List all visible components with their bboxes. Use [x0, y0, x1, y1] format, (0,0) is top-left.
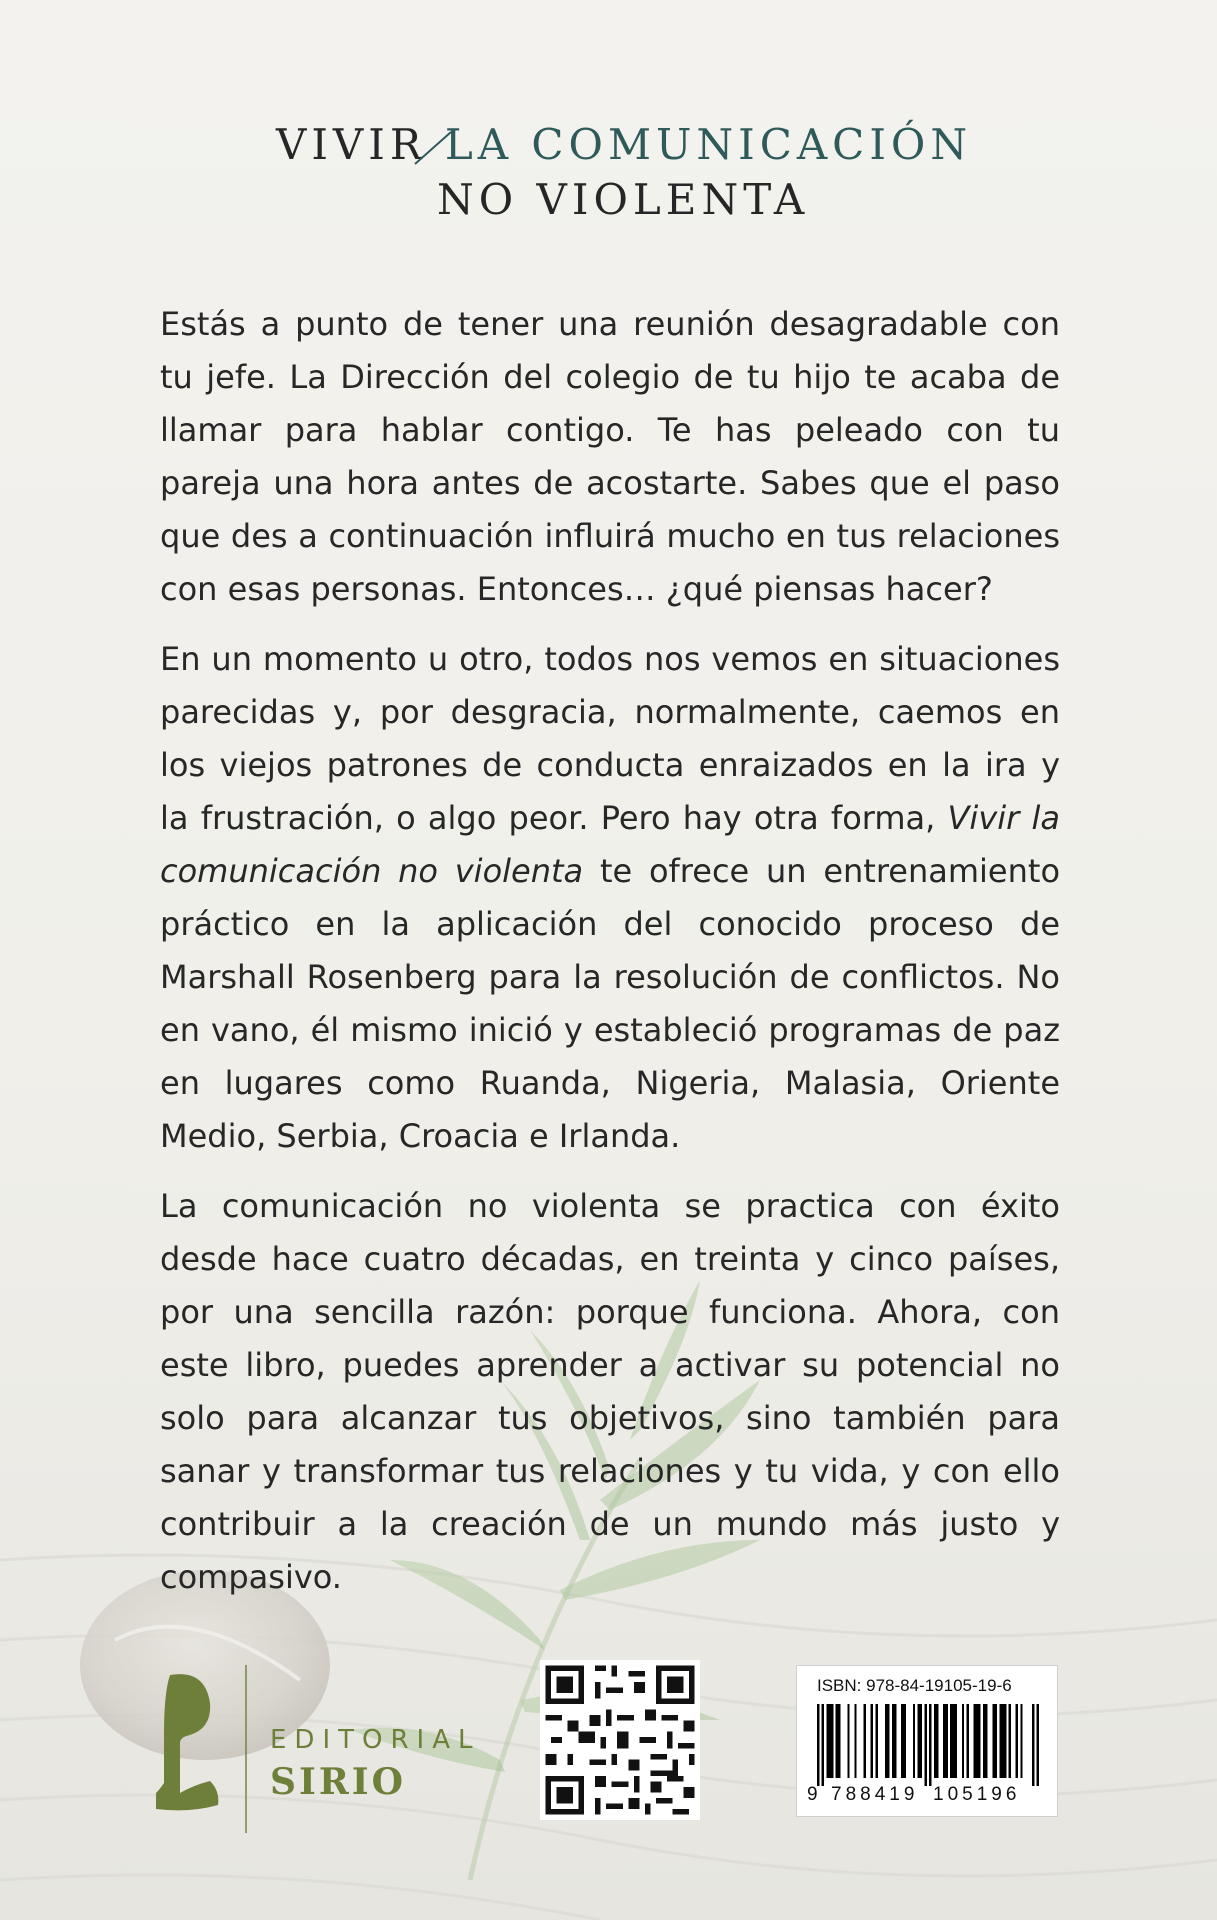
- barcode-bar: [875, 1704, 877, 1778]
- barcode-bar: [950, 1704, 952, 1778]
- barcode-bar: [992, 1704, 994, 1778]
- barcode-bar: [885, 1704, 887, 1778]
- barcode-bar: [831, 1704, 833, 1778]
- synopsis-paragraph-2-part-a: En un momento u otro, todos nos vemos en situaciones parecidas y, por desgracia, normalmente, caemos en los viejos patrones de conducta enraizados en la ira y la frustración, o algo peor. Pero hay otra forma,: [160, 640, 1060, 837]
- publisher-name: SIRIO: [270, 1761, 406, 1803]
- barcode-bar: [1037, 1704, 1039, 1786]
- barcode-bar: [829, 1704, 831, 1778]
- publisher-logo: [150, 1665, 480, 1845]
- barcode-bar: [995, 1704, 997, 1778]
- barcode-lead-digit: 9: [807, 1784, 818, 1805]
- barcode-bar: [1009, 1704, 1011, 1778]
- barcode-bar: [1016, 1704, 1018, 1778]
- barcode-bar: [946, 1704, 948, 1778]
- barcode-bar: [894, 1704, 896, 1778]
- barcode-bar: [864, 1704, 866, 1778]
- barcode-bar: [920, 1704, 922, 1778]
- title-line-1: [276, 120, 972, 169]
- title-line-2: NO VIOLENTA: [437, 175, 810, 224]
- synopsis-paragraph-2: [160, 633, 1060, 1163]
- qr-code: [540, 1660, 700, 1820]
- barcode-bar: [838, 1704, 840, 1778]
- book-title-italic: Vivir la comunicación no violenta: [160, 799, 1061, 890]
- barcode-bar: [934, 1704, 936, 1778]
- barcode-right-digits: 105196: [933, 1784, 1021, 1805]
- barcode-bar: [985, 1704, 987, 1778]
- title-word-vivir: VIVIR: [276, 120, 427, 169]
- isbn-label: ISBN: 978-84-19105-19-6: [817, 1676, 1012, 1695]
- barcode-bar: [892, 1704, 894, 1778]
- barcode-bar: [871, 1704, 873, 1778]
- barcode-bar: [847, 1704, 849, 1778]
- barcode-bar: [955, 1704, 957, 1778]
- barcode-bar: [929, 1704, 931, 1786]
- barcode-bar: [854, 1704, 856, 1778]
- barcode-bar: [822, 1704, 824, 1786]
- barcode-bar: [983, 1704, 985, 1778]
- synopsis-paragraph-2-part-b: te ofrece un entrenamiento práctico en la aplicación del conocido proceso de Marshall Rosenberg para la resolución de conflictos. No en vano, él mismo inició y estableció programas de paz en lugares como Ruanda, Nigeria, Malasia, Oriente Medio, Serbia, Croacia e Irlanda.: [160, 852, 1061, 1155]
- swan-icon: [150, 1673, 222, 1813]
- isbn-barcode: [796, 1665, 1058, 1817]
- synopsis-paragraph-1: Estás a punto de tener una reunión desagradable con tu jefe. La Dirección del colegio de tu hijo te acaba de llamar para hablar contigo. Te has peleado con tu pareja una hora antes de acostarte. Sabes que el paso que des a continuación influirá mucho en tus relaciones con esas personas. Entonces… ¿qué piensas hacer?: [160, 305, 1060, 608]
- barcode-bar: [962, 1704, 964, 1778]
- barcode-bar: [887, 1704, 889, 1778]
- barcode-bar: [917, 1704, 919, 1778]
- barcode-bar: [901, 1704, 903, 1778]
- barcode-bar: [1032, 1704, 1034, 1786]
- barcode-bar: [1002, 1704, 1004, 1778]
- barcode-bar: [836, 1704, 838, 1778]
- barcode-bar: [913, 1704, 915, 1778]
- title-slash-ornament: [413, 128, 453, 168]
- barcode-bar: [826, 1704, 828, 1778]
- synopsis-paragraph-3: La comunicación no violenta se practica con éxito desde hace cuatro décadas, en treinta y cinco países, por una sencilla razón: porque funciona. Ahora, con este libro, puedes aprender a activar su potencial no solo para alcanzar tus objetivos, sino también para sanar y transformar tus relaciones y tu vida, y con ello contribuir a la creación de un mundo más justo y compasivo.: [160, 1187, 1060, 1596]
- publisher-label: EDITORIAL: [270, 1725, 481, 1755]
- barcode-left-digits: 788419: [831, 1784, 919, 1805]
- barcode-bar: [943, 1704, 945, 1778]
- synopsis-text: [160, 298, 1060, 1621]
- barcode-bar: [817, 1704, 819, 1786]
- barcode-bar: [976, 1704, 978, 1778]
- title-words-la-comunicacion: LA COMUNICACIÓN: [444, 120, 973, 169]
- barcode-bar: [953, 1704, 955, 1778]
- barcode-bar: [924, 1704, 926, 1786]
- barcode-bar: [978, 1704, 980, 1778]
- barcode-bar: [967, 1704, 969, 1778]
- barcode-bar: [1004, 1704, 1006, 1778]
- barcode-bar: [1020, 1704, 1022, 1778]
- barcode-bar: [936, 1704, 938, 1778]
- barcode-bar: [974, 1704, 976, 1778]
- barcode-bars: [817, 1704, 1039, 1786]
- barcode-bar: [903, 1704, 905, 1778]
- logo-divider: [245, 1665, 247, 1833]
- barcode-bar: [999, 1704, 1001, 1778]
